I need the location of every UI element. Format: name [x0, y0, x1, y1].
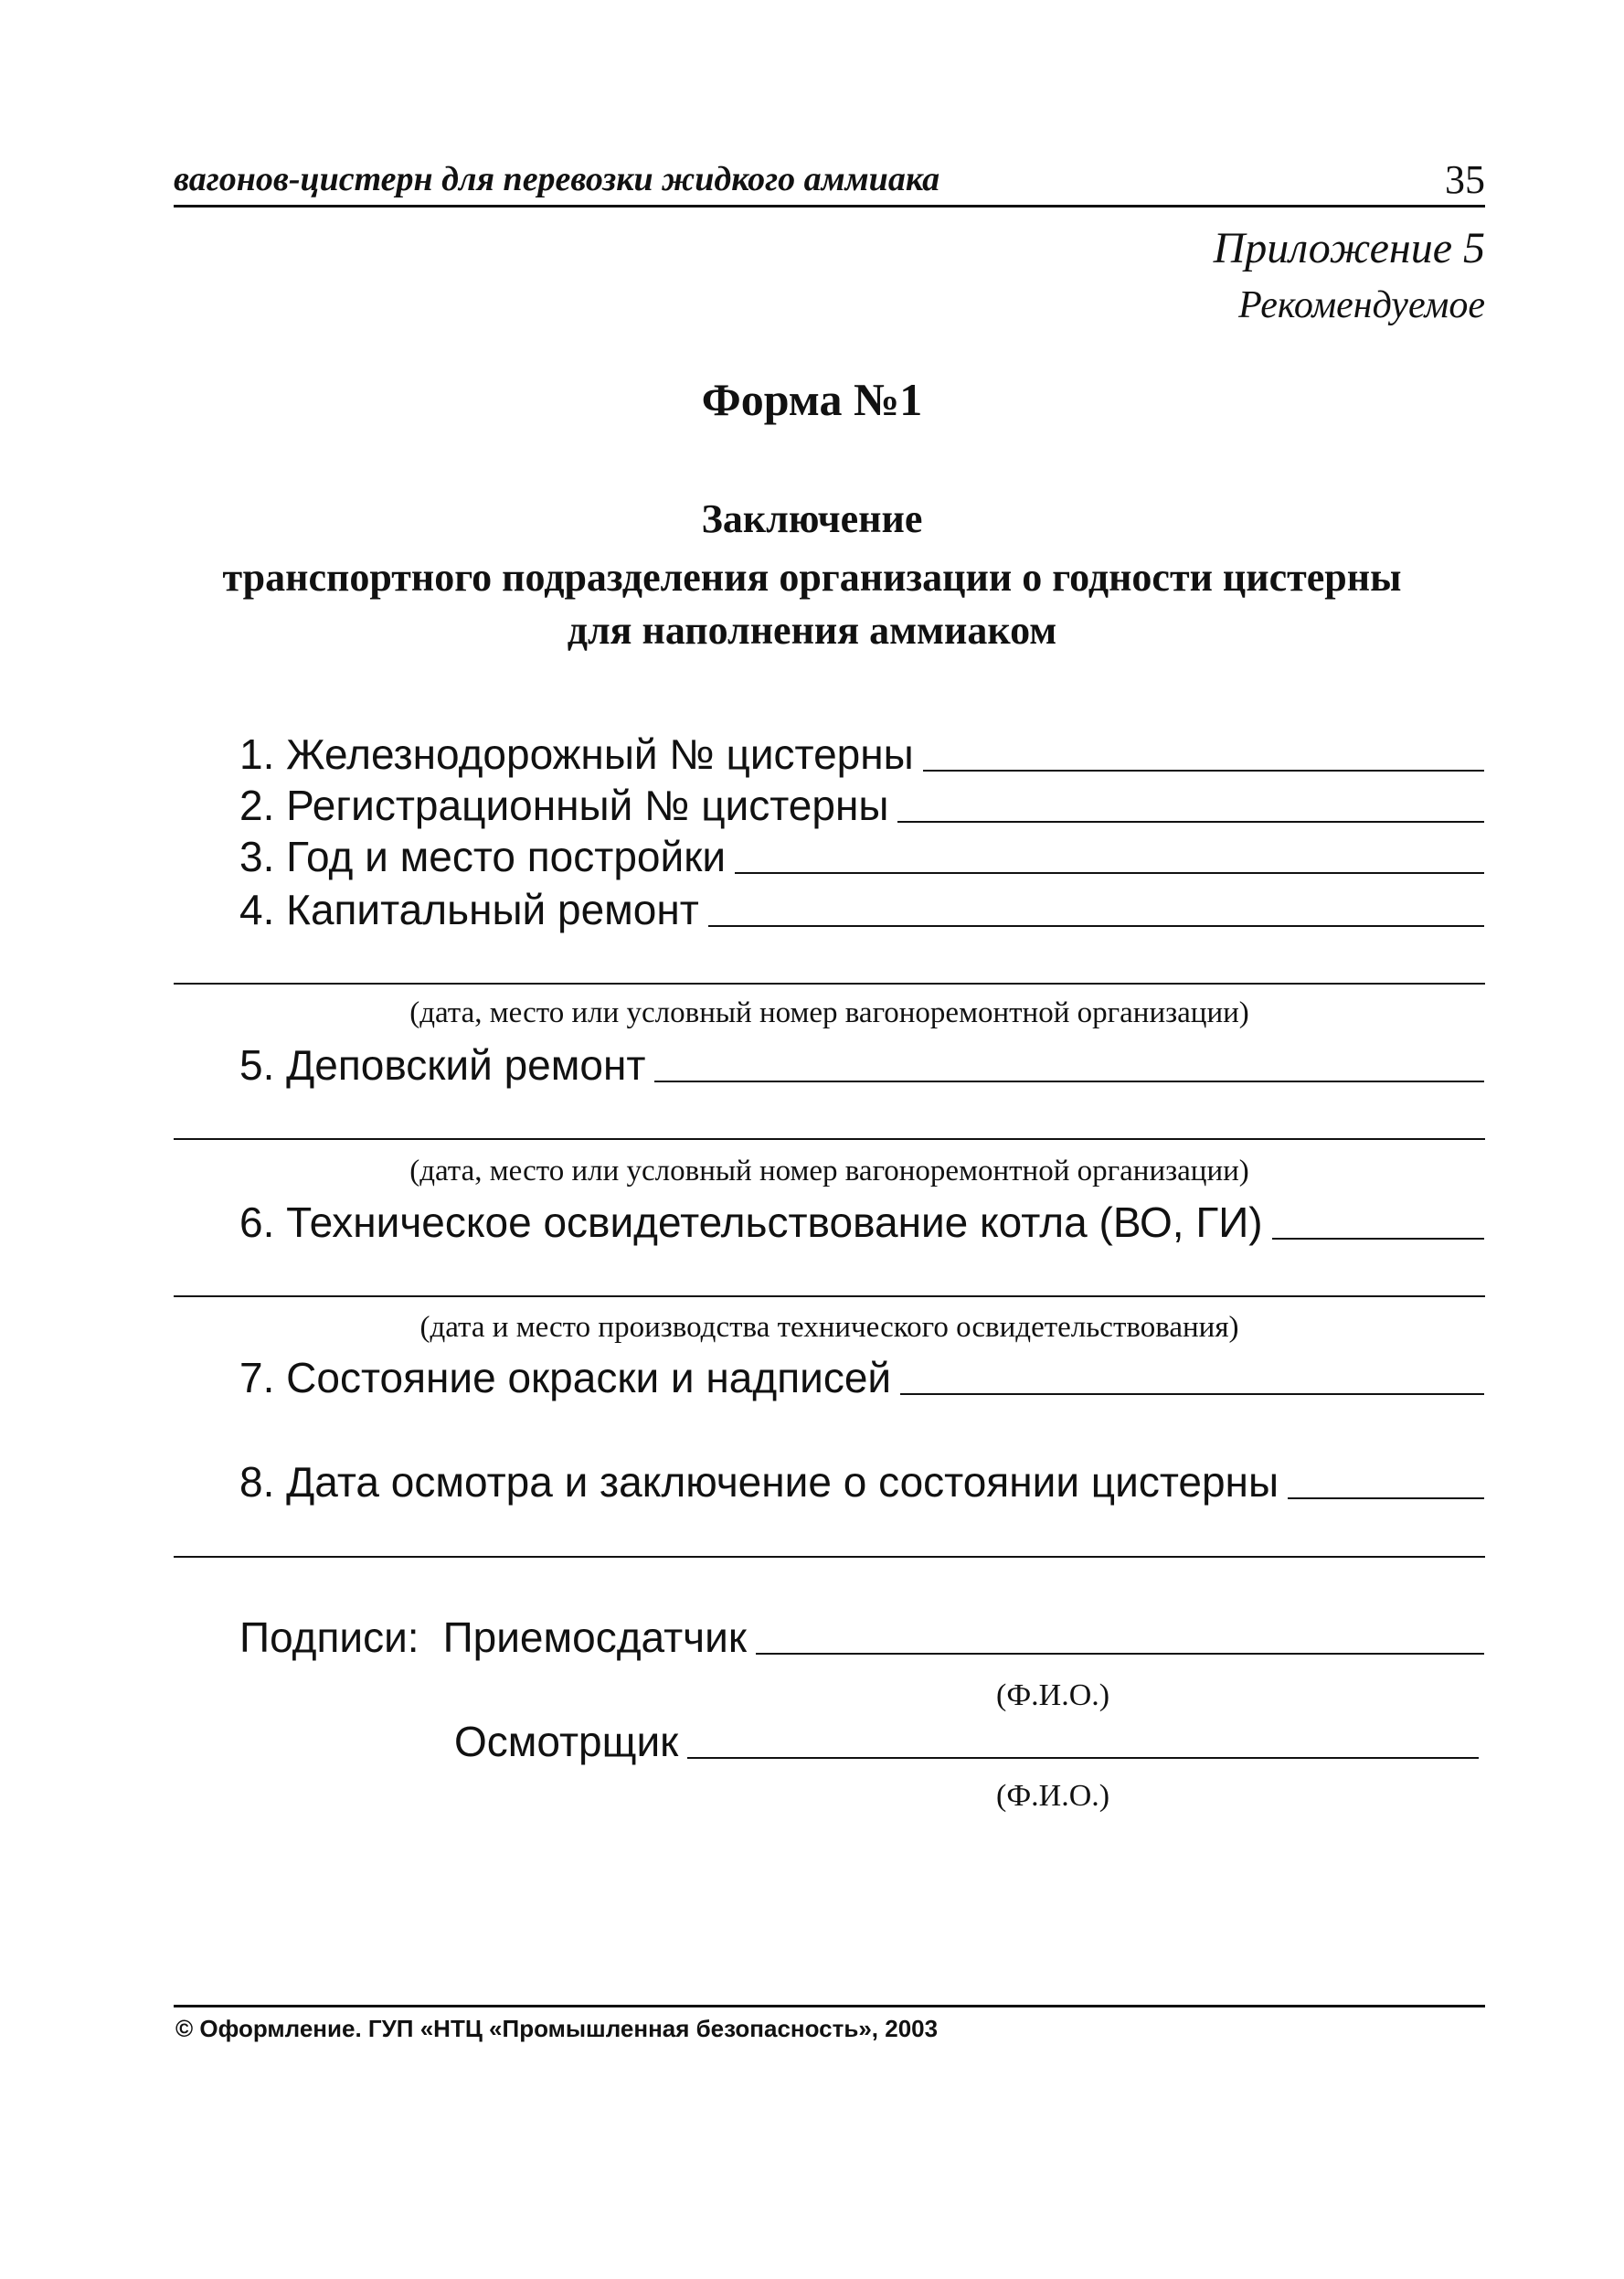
field-label: 7. Состояние окраски и надписей: [239, 1354, 892, 1401]
technical-inspection-input-line[interactable]: [1272, 1238, 1484, 1240]
capital-repair-input-line[interactable]: [708, 925, 1484, 927]
field-label: 3. Год и место постройки: [239, 833, 727, 880]
heading-line-3: для наполнения аммиаком: [567, 608, 1057, 653]
footer-copyright: © Оформление. ГУП «НТЦ «Промышленная безопасность», 2003: [175, 2015, 939, 2042]
inspector-signature-line[interactable]: [687, 1757, 1479, 1759]
field-paint-condition: [239, 1354, 1484, 1401]
field-inspection-conclusion: [239, 1458, 1484, 1506]
field-registration-number: [239, 782, 1484, 829]
field-label: 1. Железнодорожный № цистерны: [239, 730, 914, 778]
field-railway-number: [239, 730, 1484, 778]
inspection-conclusion-continuation-line[interactable]: [174, 1556, 1485, 1558]
inspector-fio-caption: (Ф.И.О.): [996, 1779, 1110, 1813]
field-build-year-place: [239, 833, 1484, 880]
inspection-conclusion-input-line[interactable]: [1288, 1497, 1484, 1499]
railway-number-input-line[interactable]: [923, 770, 1484, 772]
heading-line-1: Заключение: [701, 496, 923, 541]
caption-repair-organization: (дата, место или условный номер вагоноремонтной организации): [409, 1155, 1249, 1187]
capital-repair-continuation-line[interactable]: [174, 983, 1485, 985]
paint-condition-input-line[interactable]: [900, 1393, 1484, 1395]
page-number: 35: [1445, 157, 1485, 202]
field-label: 2. Регистрационный № цистерны: [239, 782, 889, 829]
caption-inspection: (дата и место производства технического освидетельствования): [419, 1311, 1239, 1344]
appendix-note: Рекомендуемое: [1238, 284, 1485, 326]
acceptor-fio-caption: (Ф.И.О.): [996, 1678, 1110, 1712]
inspector-label: Осмотрщик: [454, 1718, 679, 1765]
acceptor-signature-line[interactable]: [756, 1653, 1484, 1655]
heading-line-2: транспортного подразделения организации о годности цистерны: [222, 555, 1402, 600]
signatures-label: Подписи:: [239, 1613, 419, 1661]
field-label: 5. Деповский ремонт: [239, 1041, 646, 1089]
signature-inspector-row: [454, 1718, 1479, 1765]
caption-repair-organization: (дата, место или условный номер вагоноремонтной организации): [409, 996, 1249, 1029]
depot-repair-input-line[interactable]: [654, 1081, 1484, 1082]
field-capital-repair: [239, 886, 1484, 933]
registration-number-input-line[interactable]: [897, 821, 1484, 823]
form-title: Форма №1: [701, 374, 923, 425]
field-label: 8. Дата осмотра и заключение о состоянии цистерны: [239, 1458, 1279, 1506]
field-label: 6. Техническое освидетельствование котла (ВО, ГИ): [239, 1198, 1263, 1246]
depot-repair-continuation-line[interactable]: [174, 1138, 1485, 1140]
signature-acceptor-row: [239, 1613, 1484, 1661]
field-label: 4. Капитальный ремонт: [239, 886, 699, 933]
build-year-place-input-line[interactable]: [735, 872, 1484, 874]
appendix-label: Приложение 5: [1213, 224, 1485, 272]
running-header: [174, 154, 1485, 208]
running-title: вагонов-цистерн для перевозки жидкого аммиака: [174, 160, 940, 198]
acceptor-label: Приемосдатчик: [442, 1613, 747, 1661]
field-depot-repair: [239, 1041, 1484, 1089]
footer-rule: [174, 2005, 1485, 2007]
technical-inspection-continuation-line[interactable]: [174, 1295, 1485, 1297]
field-technical-inspection: [239, 1198, 1484, 1246]
